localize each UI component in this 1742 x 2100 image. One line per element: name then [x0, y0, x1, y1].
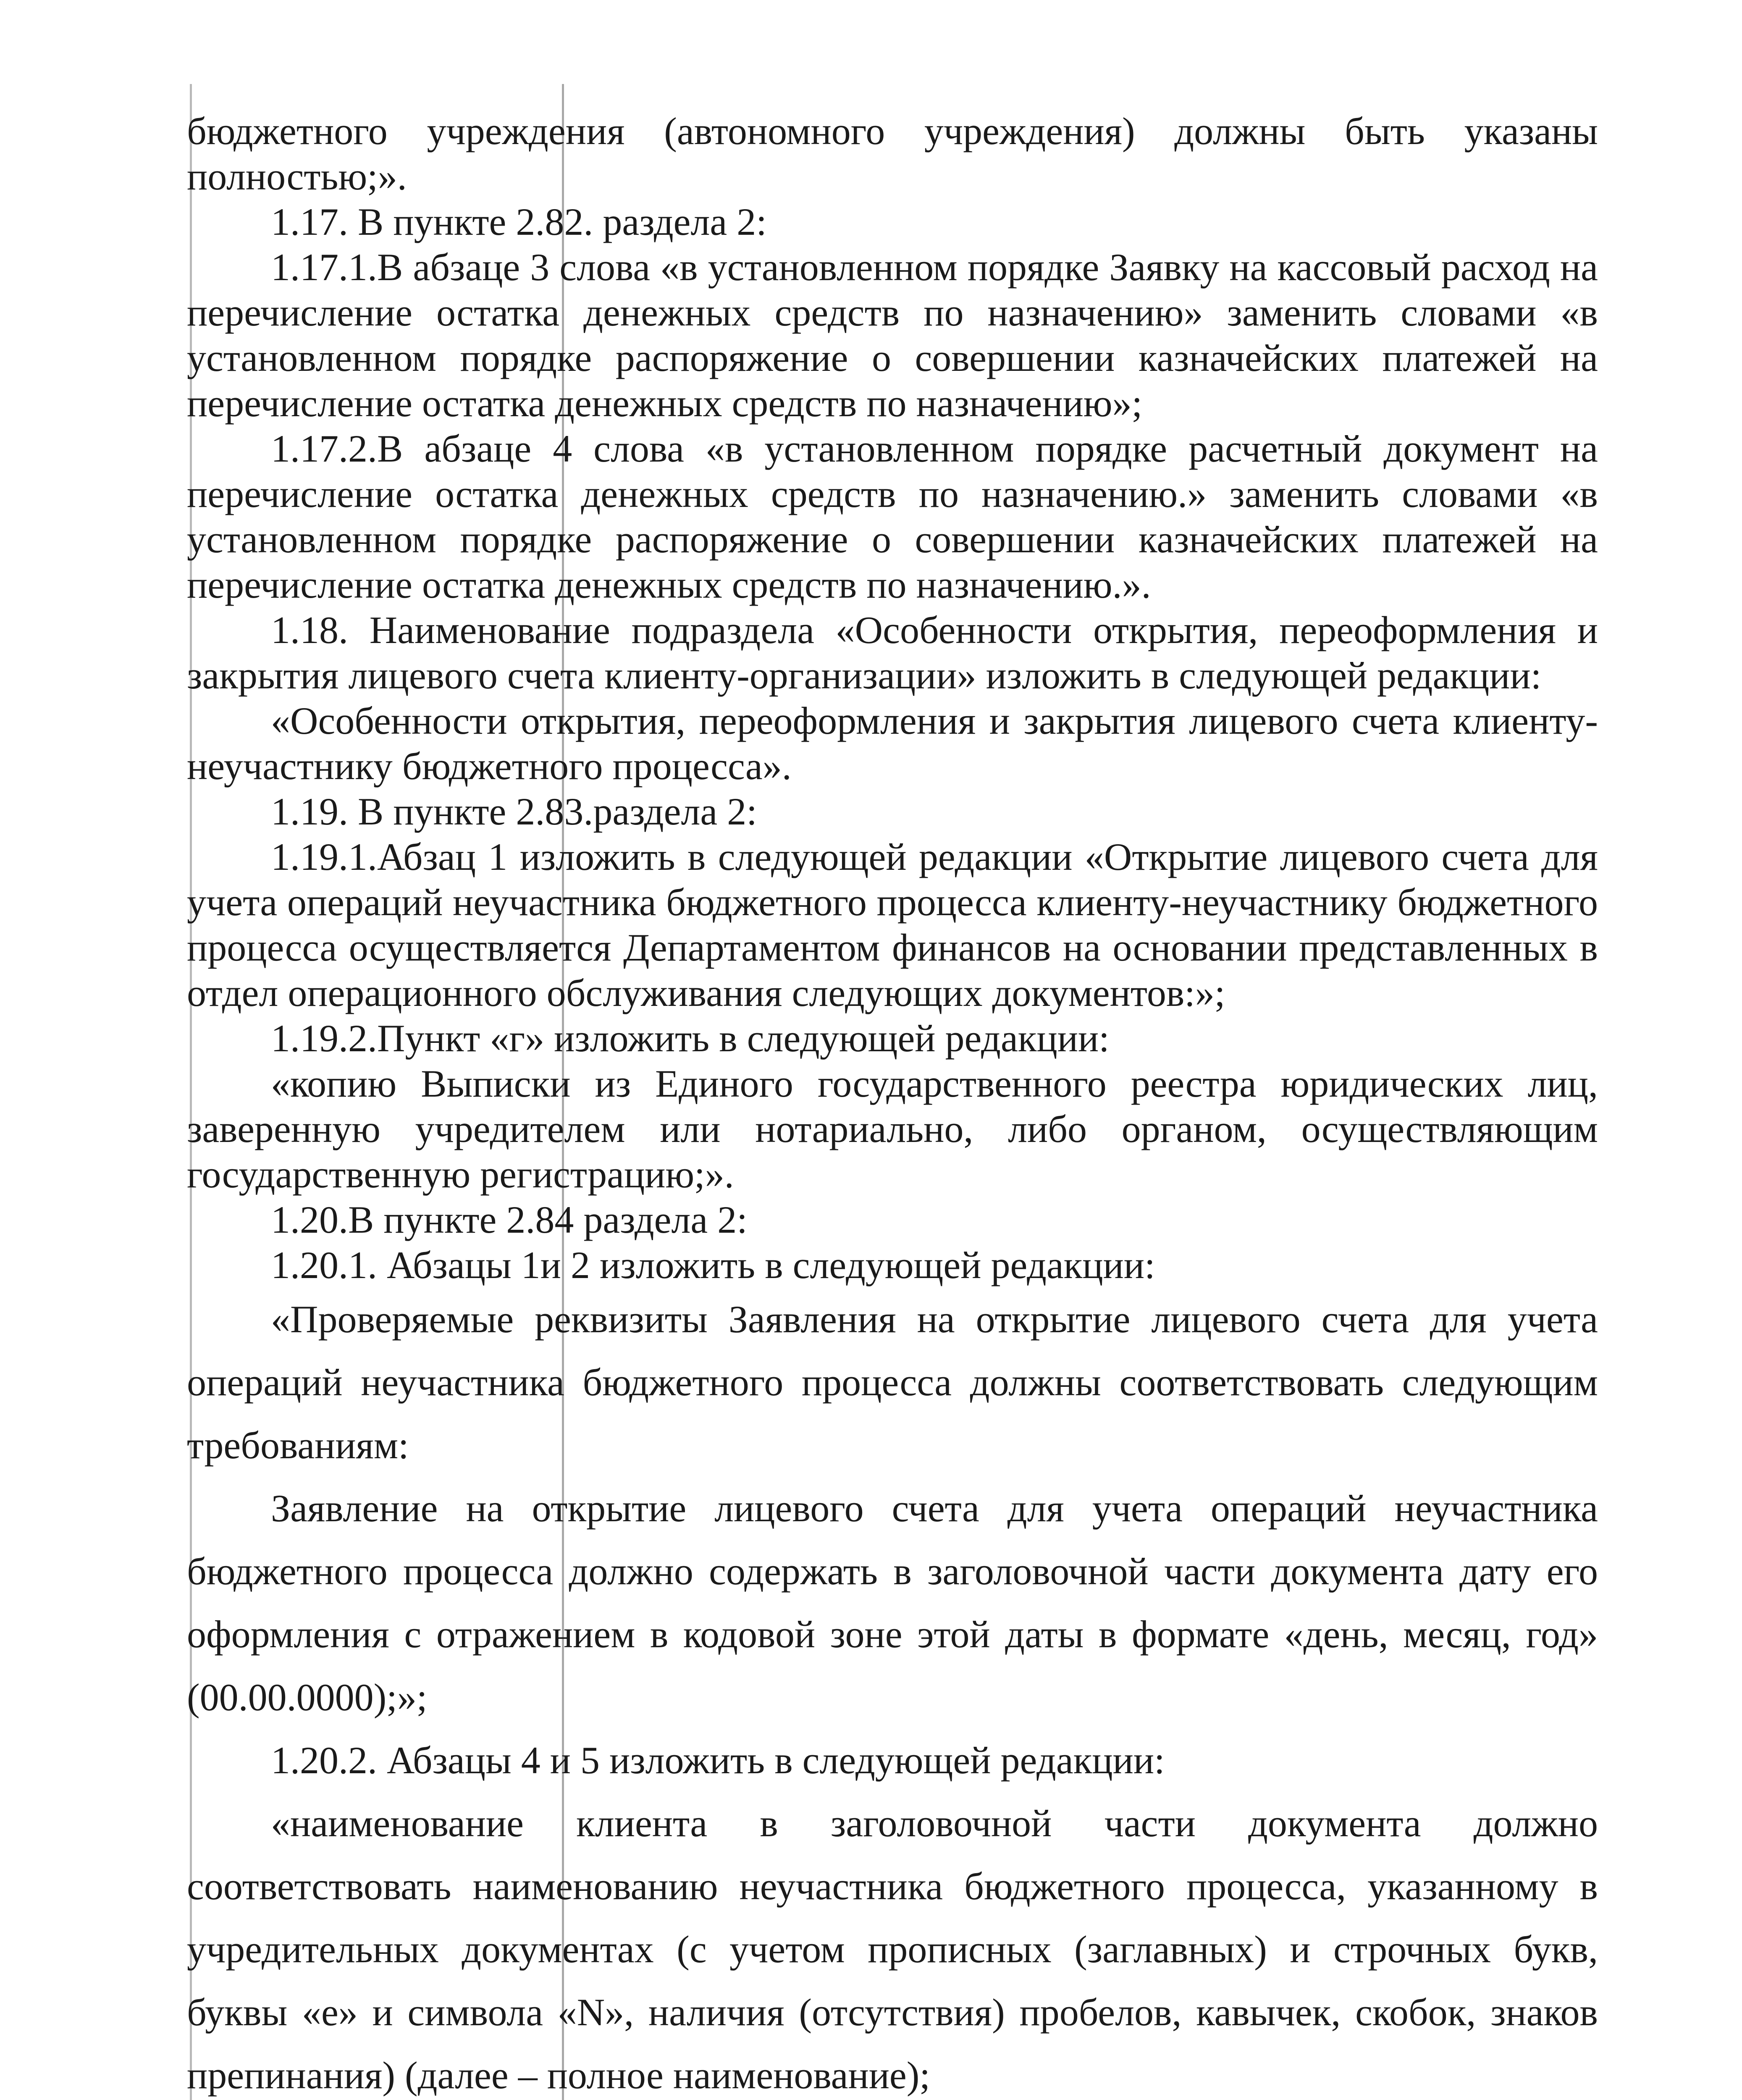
paragraph-1-19-1: 1.19.1.Абзац 1 изложить в следующей редакции «Открытие лицевого счета для учета операций неучастника бюджетного процесса клиенту-неучастнику бюджетного процесса осуществляется Департаментом финансов на основании представленных в отдел операционного обслуживания следующих документов:»; [187, 835, 1598, 1014]
paragraph-continuation: бюджетного учреждения (автономного учреждения) должны быть указаны полностью;». [187, 110, 1598, 198]
paragraph-checked-requisites: «Проверяемые реквизиты Заявления на открытие лицевого счета для учета операций неучастника бюджетного процесса должны соответствовать следующим требованиям: [187, 1298, 1598, 1467]
paragraph-1-20-1: 1.20.1. Абзацы 1и 2 изложить в следующей редакции: [271, 1244, 1155, 1286]
paragraph-1-19-2: 1.19.2.Пункт «г» изложить в следующей редакции: [271, 1017, 1110, 1060]
paragraph-client-name: «наименование клиента в заголовочной части документа должно соответствовать наименованию неучастника бюджетного процесса, указанному в учредительных документах (с учетом прописных (заглавных) и строчных букв, буквы «е» и символа «N», наличия (отсутствия) пробелов, кавычек, скобок, знаков препинания) (далее – полное наименование); [187, 1802, 1598, 2097]
paragraph-extract-copy: «копию Выписки из Единого государственного реестра юридических лиц, заверенную учредителем или нотариально, либо органом, осуществляющим государственную регистрацию;». [187, 1062, 1598, 1196]
paragraph-1-20: 1.20.В пункте 2.84 раздела 2: [271, 1198, 748, 1241]
document-body [187, 108, 1598, 2100]
paragraph-1-17: 1.17. В пункте 2.82. раздела 2: [271, 200, 767, 243]
paragraph-1-18: 1.18. Наименование подраздела «Особенности открытия, переоформления и закрытия лицевого счета клиенту-организации» изложить в следующей редакции: [187, 609, 1598, 697]
paragraph-1-17-1: 1.17.1.В абзаце 3 слова «в установленном порядке Заявку на кассовый расход на перечисление остатка денежных средств по назначению» заменить словами «в установленном порядке распоряжение о совершении казначейских платежей на перечисление остатка денежных средств по назначению»; [187, 246, 1598, 425]
paragraph-1-17-2: 1.17.2.В абзаце 4 слова «в установленном порядке расчетный документ на перечисление остатка денежных средств по назначению.» заменить словами «в установленном порядке распоряжение о совершении казначейских платежей на перечисление остатка денежных средств по назначению.». [187, 427, 1598, 606]
paragraph-1-20-2: 1.20.2. Абзацы 4 и 5 изложить в следующей редакции: [271, 1739, 1165, 1782]
paragraph-1-19: 1.19. В пункте 2.83.раздела 2: [271, 790, 757, 833]
paragraph-application-date: Заявление на открытие лицевого счета для учета операций неучастника бюджетного процесса должно содержать в заголовочной части документа дату его оформления с отражением в кодовой зоне этой даты в формате «день, месяц, год» (00.00.0000);»; [187, 1487, 1598, 1719]
paragraph-quoted-title: «Особенности открытия, переоформления и закрытия лицевого счета клиенту-неучастнику бюджетного процесса». [187, 699, 1598, 788]
